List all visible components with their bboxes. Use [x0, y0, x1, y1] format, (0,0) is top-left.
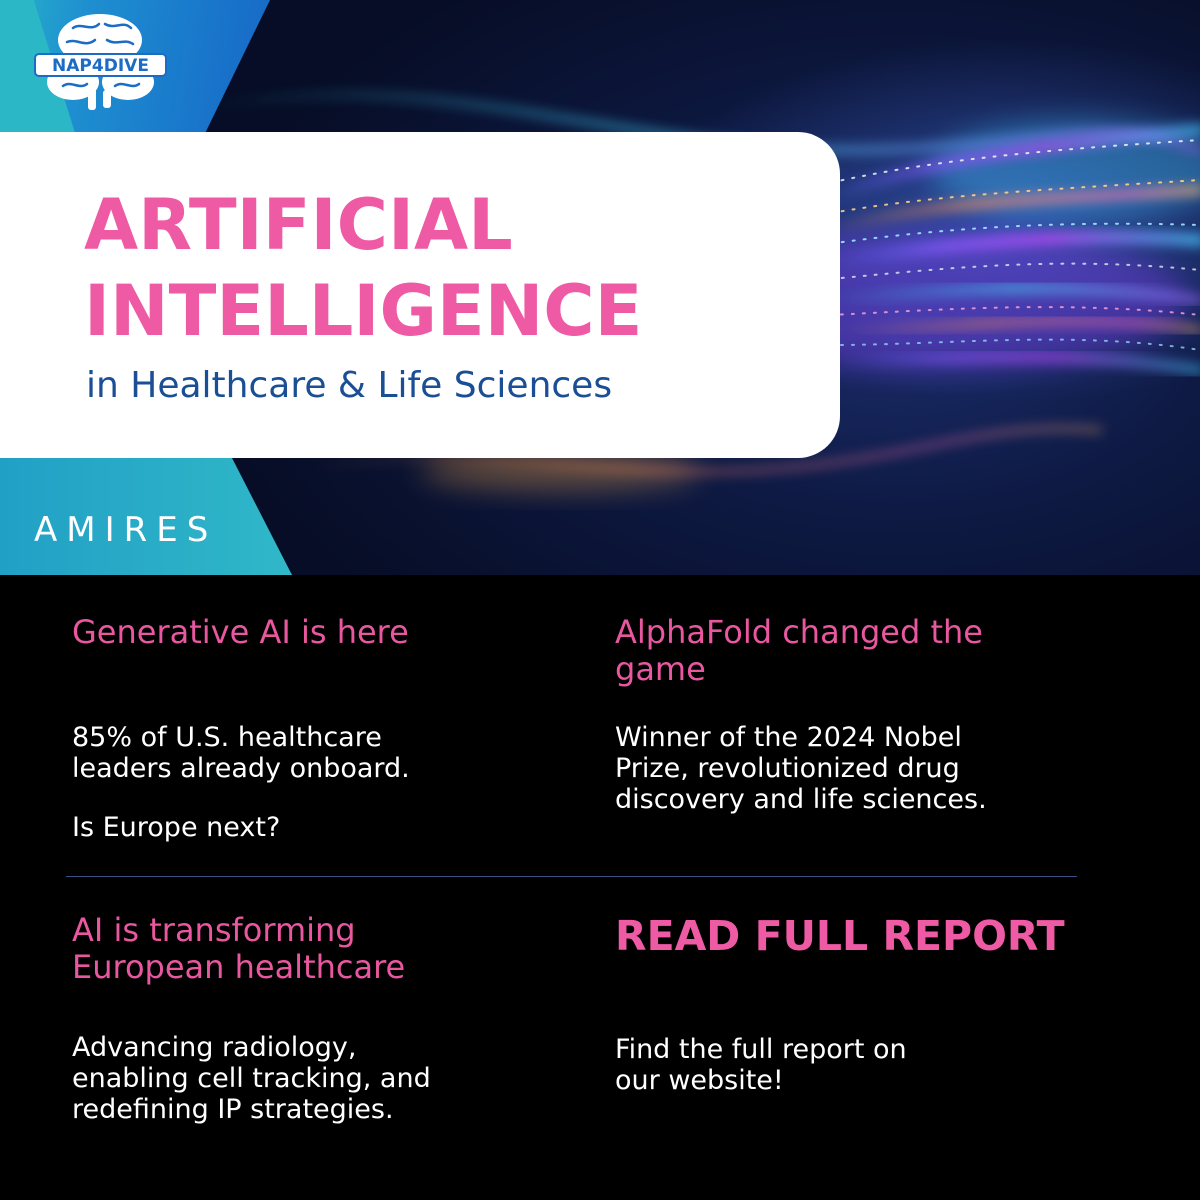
card-generative-ai [72, 613, 592, 843]
card-body-line: redefining IP strategies. [72, 1094, 394, 1125]
card-body-line: Prize, revolutionized drug [615, 753, 960, 784]
card-body-line: our website! [615, 1065, 784, 1096]
nap4dive-logo[interactable] [33, 10, 168, 115]
card-heading-line: European healthcare [72, 948, 406, 986]
subtitle: in Healthcare & Life Sciences [86, 365, 613, 406]
title-line-1: ARTIFICIAL [84, 184, 513, 266]
read-full-report-link[interactable]: READ FULL REPORT [615, 912, 1065, 960]
card-ai-transforming [72, 911, 592, 1125]
card-body-line: Winner of the 2024 Nobel [615, 722, 962, 753]
card-alphafold [615, 613, 1135, 815]
hero-banner [0, 0, 1200, 575]
title-line-2: INTELLIGENCE [84, 270, 643, 352]
card-heading: Generative AI is here [72, 613, 409, 651]
section-divider [66, 876, 1077, 877]
card-body-line: leaders already onboard. [72, 753, 410, 784]
card-heading [615, 614, 1135, 688]
card-body-line: enabling cell tracking, and [72, 1063, 431, 1094]
logo-text: NAP4DIVE [52, 56, 149, 76]
amires-logo[interactable]: AMIRES [34, 510, 218, 550]
card-read-report [615, 912, 1135, 1096]
card-body [72, 722, 410, 784]
card-body-extra: Is Europe next? [72, 812, 281, 843]
card-body-line: Advancing radiology, [72, 1032, 357, 1063]
card-heading-line: AI is transforming [72, 911, 356, 949]
card-body [615, 1034, 907, 1096]
title-card [0, 132, 840, 458]
card-body-line: Find the full report on [615, 1034, 907, 1065]
card-heading-line: game [615, 650, 706, 688]
card-heading-line: AlphaFold changed the [615, 613, 983, 651]
card-body-line: discovery and life sciences. [615, 784, 987, 815]
card-heading [72, 912, 592, 986]
card-body-line: 85% of U.S. healthcare [72, 722, 382, 753]
card-body [615, 722, 987, 815]
card-body [72, 1032, 431, 1125]
